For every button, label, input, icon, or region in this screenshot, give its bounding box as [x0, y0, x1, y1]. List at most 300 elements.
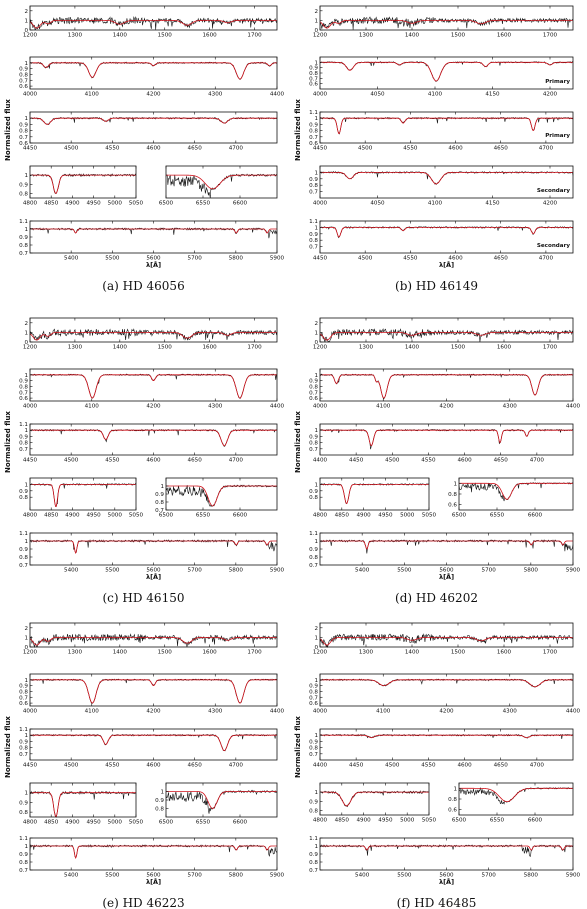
panel-frame — [30, 369, 277, 401]
x-tick-label: 4800 — [312, 817, 328, 824]
x-tick-label: 1700 — [542, 344, 558, 351]
x-tick-label: 1500 — [450, 344, 466, 351]
panel-frame — [320, 533, 573, 565]
x-tick-label: 5900 — [565, 567, 581, 574]
x-axis-label: λ[Å] — [145, 878, 162, 886]
y-tick-label: 0.8 — [155, 500, 164, 506]
x-tick-label: 4550 — [105, 457, 120, 464]
x-tick-label: 6500 — [158, 819, 174, 826]
y-tick-label: 0.6 — [309, 81, 318, 88]
figure-caption: (c) HD 46150 — [102, 591, 185, 605]
spectrum-panel — [309, 166, 573, 207]
y-tick-label: 0.8 — [19, 440, 28, 447]
y-tick-label: 1 — [314, 677, 318, 684]
y-axis-label: Normalized flux — [4, 716, 12, 778]
spectrum-panel — [19, 369, 284, 410]
chart-hd-46149 — [294, 6, 573, 293]
y-tick-label: 0.9 — [309, 176, 318, 183]
x-tick-label: 6500 — [451, 817, 467, 824]
y-tick-label: 0.9 — [19, 547, 28, 553]
x-tick-label: 4800 — [312, 512, 328, 519]
spectrum-panel — [19, 422, 277, 464]
y-tick-label: 1 — [314, 635, 318, 642]
panel-annotation: Secondary — [536, 243, 570, 249]
x-tick-label: 4300 — [502, 403, 517, 410]
y-tick-label: 1 — [24, 677, 28, 684]
y-tick-label: 0.8 — [309, 689, 318, 696]
x-tick-label: 5700 — [187, 567, 202, 574]
x-axis-label: λ[Å] — [145, 573, 162, 581]
spectrum-panel — [309, 531, 580, 574]
x-tick-label: 4700 — [529, 762, 544, 769]
y-tick-label: 0.6 — [19, 396, 28, 403]
y-tick-label: 2 — [24, 8, 28, 15]
y-tick-label: 0.7 — [309, 390, 318, 397]
x-tick-label: 4200 — [146, 403, 161, 410]
y-tick-label: 1.1 — [309, 531, 318, 537]
y-tick-label: 0.7 — [19, 695, 28, 702]
y-tick-label: 0.9 — [309, 378, 318, 385]
model-spectrum-line — [320, 62, 573, 81]
panel-frame — [320, 729, 573, 760]
x-tick-label: 4650 — [187, 457, 202, 464]
model-spectrum-line — [30, 680, 277, 703]
panel-frame — [30, 729, 277, 760]
x-tick-label: 4450 — [349, 457, 364, 464]
observed-spectrum-line — [30, 845, 277, 857]
y-tick-label: 1.1 — [309, 219, 318, 225]
y-tick-label: 0.7 — [19, 446, 28, 453]
y-tick-label: 0.8 — [309, 238, 318, 245]
y-tick-label: 0.9 — [19, 66, 28, 73]
panel-frame — [30, 57, 277, 89]
x-tick-label: 1600 — [202, 649, 217, 656]
spectrum-panel — [155, 478, 277, 519]
y-tick-label: 0.6 — [19, 141, 28, 147]
panel-annotation: Secondary — [536, 188, 570, 194]
spectrum-panel — [19, 112, 277, 152]
x-tick-label: 1200 — [22, 344, 38, 351]
y-tick-label: 1.1 — [309, 836, 318, 842]
y-tick-label: 0 — [314, 645, 318, 651]
y-tick-label: 0 — [314, 340, 318, 346]
x-tick-label: 1500 — [450, 32, 466, 39]
panel-frame — [459, 478, 573, 510]
y-tick-label: 1 — [453, 481, 457, 488]
panel-frame — [459, 783, 573, 815]
model-spectrum-line — [320, 735, 573, 737]
x-tick-label: 4800 — [22, 512, 38, 519]
figure-caption: (a) HD 46056 — [102, 279, 185, 293]
model-spectrum-line — [30, 793, 136, 817]
x-tick-label: 5400 — [355, 567, 370, 574]
panel-frame — [30, 318, 277, 342]
panel-frame — [320, 674, 573, 706]
y-tick-label: 1 — [24, 733, 28, 740]
panel-frame — [320, 166, 573, 198]
x-tick-label: 4100 — [376, 708, 391, 715]
y-tick-label: 1 — [314, 482, 318, 489]
x-tick-label: 1400 — [404, 32, 420, 39]
x-tick-label: 5050 — [128, 512, 144, 519]
y-tick-label: 0.8 — [19, 860, 28, 866]
x-tick-label: 1400 — [404, 649, 420, 656]
model-spectrum-line — [459, 483, 573, 499]
model-spectrum-line — [166, 792, 277, 809]
y-tick-label: 1 — [24, 635, 28, 642]
y-tick-label: 0.9 — [155, 798, 164, 804]
x-tick-label: 4600 — [457, 457, 472, 464]
x-tick-label: 5500 — [105, 567, 120, 574]
panel-frame — [30, 166, 136, 198]
y-tick-label: 0.9 — [309, 739, 318, 746]
figure-caption: (e) HD 46223 — [102, 896, 185, 909]
y-tick-label: 0 — [24, 28, 28, 34]
x-tick-label: 4550 — [403, 255, 418, 262]
x-tick-label: 4850 — [44, 200, 59, 207]
spectrum-panel — [19, 166, 143, 207]
y-tick-label: 1 — [314, 170, 318, 177]
x-tick-label: 1600 — [496, 32, 512, 39]
observed-spectrum-line — [320, 679, 573, 687]
spectrum-panel — [309, 836, 580, 879]
spectrum-panel — [23, 6, 277, 39]
x-tick-label: 1200 — [22, 649, 38, 656]
x-tick-label: 1300 — [358, 649, 374, 656]
model-spectrum-line — [320, 792, 429, 806]
panel-frame — [320, 6, 573, 30]
panel-frame — [166, 783, 277, 817]
x-tick-label: 4500 — [64, 457, 79, 464]
y-tick-label: 1.1 — [19, 219, 28, 225]
y-tick-label: 2 — [314, 625, 318, 632]
x-tick-label: 4550 — [105, 762, 120, 769]
spectrum-panel — [19, 531, 284, 574]
x-tick-label: 4400 — [312, 457, 328, 464]
x-tick-label: 4200 — [439, 708, 454, 715]
x-tick-label: 1200 — [312, 32, 328, 39]
spectrum-panel — [309, 369, 580, 410]
x-tick-label: 5050 — [128, 819, 144, 826]
observed-spectrum-line — [320, 845, 573, 856]
x-tick-label: 4000 — [22, 708, 38, 715]
model-spectrum-line — [166, 175, 277, 189]
y-tick-label: 0.8 — [448, 797, 457, 803]
x-tick-label: 6550 — [195, 819, 211, 826]
x-tick-label: 5000 — [107, 819, 122, 826]
y-tick-label: 1 — [24, 844, 28, 850]
y-tick-label: 0.9 — [309, 231, 318, 238]
x-tick-label: 6550 — [489, 817, 505, 824]
model-spectrum-line — [30, 375, 277, 398]
model-spectrum-line — [30, 430, 277, 445]
x-tick-label: 5800 — [228, 255, 243, 262]
y-tick-label: 0 — [24, 340, 28, 346]
spectrum-panel — [313, 623, 573, 656]
panel-frame — [30, 533, 277, 565]
y-tick-label: 0.8 — [309, 71, 318, 77]
spectrum-panel — [19, 478, 143, 519]
x-tick-label: 6600 — [232, 512, 248, 519]
x-tick-label: 4500 — [358, 145, 373, 152]
panel-frame — [320, 783, 429, 815]
x-tick-label: 5600 — [439, 567, 454, 574]
x-tick-label: 4100 — [84, 91, 99, 98]
y-tick-label: 0.8 — [19, 128, 28, 135]
x-tick-label: 5500 — [397, 872, 412, 879]
x-tick-label: 1400 — [112, 32, 127, 39]
y-tick-label: 0.9 — [309, 799, 318, 806]
x-tick-label: 5400 — [64, 255, 79, 262]
x-tick-label: 4400 — [269, 91, 285, 98]
x-tick-label: 1600 — [496, 649, 512, 656]
x-tick-label: 4950 — [86, 819, 101, 826]
x-tick-label: 5000 — [107, 200, 122, 207]
y-tick-label: 0.6 — [448, 502, 457, 509]
x-tick-label: 4150 — [485, 200, 500, 207]
observed-spectrum-line — [30, 228, 277, 238]
x-tick-label: 4400 — [312, 762, 328, 769]
x-tick-label: 6500 — [451, 512, 467, 519]
x-tick-label: 5700 — [187, 872, 202, 879]
x-tick-label: 5600 — [439, 872, 454, 879]
figure-caption: (b) HD 46149 — [395, 279, 478, 293]
y-tick-label: 0.9 — [19, 434, 28, 441]
model-spectrum-line — [30, 118, 277, 124]
x-tick-label: 5700 — [187, 255, 202, 262]
x-tick-label: 4700 — [228, 145, 243, 152]
x-tick-label: 4000 — [22, 403, 38, 410]
x-tick-label: 4000 — [312, 403, 328, 410]
x-tick-label: 5700 — [481, 567, 496, 574]
x-tick-label: 6550 — [195, 512, 211, 519]
panel-frame — [30, 783, 136, 817]
x-tick-label: 1500 — [157, 32, 172, 39]
x-tick-label: 5900 — [269, 567, 285, 574]
y-tick-label: 0.9 — [155, 492, 164, 498]
panel-frame — [320, 623, 573, 647]
y-tick-label: 0.6 — [309, 141, 318, 147]
y-tick-label: 0.9 — [309, 852, 318, 858]
y-tick-label: 0.8 — [309, 808, 318, 815]
x-tick-label: 6550 — [195, 200, 211, 207]
y-tick-label: 1 — [24, 173, 28, 180]
spectrum-panel — [19, 57, 284, 98]
y-tick-label: 0.7 — [309, 134, 318, 141]
x-tick-label: 4600 — [146, 457, 161, 464]
x-tick-label: 1200 — [312, 344, 328, 351]
y-tick-label: 0.6 — [309, 396, 318, 403]
x-tick-label: 1300 — [67, 32, 83, 39]
model-spectrum-line — [320, 227, 573, 237]
model-spectrum-line — [30, 175, 136, 193]
y-tick-label: 0.8 — [19, 689, 28, 696]
observed-spectrum-line — [30, 540, 277, 552]
x-tick-label: 5900 — [565, 872, 581, 879]
y-tick-label: 0.7 — [19, 563, 28, 569]
y-tick-label: 1 — [314, 116, 318, 123]
x-tick-label: 6600 — [232, 819, 248, 826]
x-tick-label: 4700 — [228, 457, 243, 464]
x-tick-label: 4400 — [269, 403, 285, 410]
observed-spectrum-line — [320, 484, 429, 504]
y-tick-label: 1 — [24, 227, 28, 233]
x-tick-label: 1700 — [247, 649, 262, 656]
x-tick-label: 5400 — [64, 872, 79, 879]
observed-spectrum-line — [320, 17, 573, 29]
x-tick-label: 5050 — [128, 200, 144, 207]
y-tick-label: 0.8 — [309, 128, 318, 135]
model-spectrum-line — [320, 637, 573, 645]
y-axis-label: Normalized flux — [4, 99, 12, 161]
chart-hd-46485 — [294, 623, 581, 909]
x-tick-label: 4150 — [485, 91, 500, 98]
y-tick-label: 2 — [24, 320, 28, 327]
x-tick-label: 5800 — [523, 872, 538, 879]
x-tick-label: 4850 — [44, 512, 59, 519]
y-tick-label: 0.9 — [19, 800, 28, 807]
panel-frame — [320, 369, 573, 401]
observed-spectrum-line — [30, 17, 277, 29]
y-axis-label: Normalized flux — [294, 99, 302, 161]
x-tick-label: 6500 — [158, 200, 174, 207]
x-tick-label: 4600 — [448, 255, 463, 262]
x-tick-label: 4450 — [312, 145, 328, 152]
x-tick-label: 4850 — [44, 819, 59, 826]
spectrum-panel — [313, 318, 573, 351]
x-axis-label: λ[Å] — [438, 573, 455, 581]
x-tick-label: 5500 — [397, 567, 412, 574]
y-axis-label: Normalized flux — [4, 411, 12, 473]
x-tick-label: 4900 — [65, 200, 80, 207]
y-tick-label: 1 — [24, 372, 28, 379]
spectrum-panel — [23, 318, 277, 351]
x-tick-label: 4550 — [421, 457, 436, 464]
x-tick-label: 1300 — [358, 32, 374, 39]
x-tick-label: 1500 — [157, 344, 172, 351]
y-tick-label: 0.7 — [19, 78, 28, 85]
y-tick-label: 1 — [24, 790, 28, 797]
x-tick-label: 4450 — [22, 457, 38, 464]
x-tick-label: 4950 — [378, 817, 393, 824]
panel-frame — [320, 318, 573, 342]
y-tick-label: 0.8 — [448, 492, 457, 498]
x-tick-label: 5600 — [146, 567, 161, 574]
spectrum-panel — [448, 783, 573, 824]
y-tick-label: 0.9 — [19, 739, 28, 746]
observed-spectrum-line — [30, 374, 277, 398]
x-tick-label: 4450 — [22, 762, 38, 769]
x-tick-label: 4850 — [334, 817, 349, 824]
x-tick-label: 4500 — [385, 457, 400, 464]
y-tick-label: 0.9 — [309, 488, 318, 495]
y-tick-label: 0.9 — [309, 683, 318, 690]
y-tick-label: 0.8 — [19, 384, 28, 391]
y-tick-label: 0.9 — [309, 434, 318, 441]
x-tick-label: 4650 — [187, 145, 202, 152]
x-tick-label: 5400 — [355, 872, 370, 879]
x-tick-label: 4650 — [493, 255, 508, 262]
x-tick-label: 5500 — [105, 872, 120, 879]
x-tick-label: 4600 — [146, 762, 161, 769]
y-tick-label: 0.7 — [19, 868, 28, 874]
observed-spectrum-line — [320, 329, 573, 342]
x-tick-label: 6600 — [527, 817, 543, 824]
spectrum-panel — [23, 623, 277, 656]
y-tick-label: 1 — [314, 733, 318, 740]
y-tick-label: 0.7 — [309, 868, 318, 874]
x-tick-label: 4900 — [356, 817, 371, 824]
x-tick-label: 4550 — [403, 145, 418, 152]
x-tick-label: 6600 — [232, 200, 248, 207]
x-tick-label: 4200 — [439, 403, 454, 410]
y-tick-label: 0.9 — [19, 122, 28, 129]
x-tick-label: 4900 — [65, 819, 80, 826]
x-tick-label: 1300 — [67, 649, 83, 656]
x-tick-label: 4550 — [105, 145, 120, 152]
y-tick-label: 1 — [24, 482, 28, 489]
x-tick-label: 4300 — [502, 708, 517, 715]
panel-annotation: Primary — [545, 79, 570, 85]
x-tick-label: 5000 — [400, 817, 415, 824]
y-axis-label: Normalized flux — [294, 411, 302, 473]
x-tick-label: 4450 — [22, 145, 38, 152]
x-tick-label: 4700 — [529, 457, 544, 464]
spectrum-panel — [309, 783, 436, 824]
panel-frame — [320, 838, 573, 870]
x-tick-label: 4800 — [22, 819, 38, 826]
x-tick-label: 1300 — [358, 344, 374, 351]
model-spectrum-line — [30, 484, 136, 506]
y-tick-label: 2 — [314, 320, 318, 327]
observed-spectrum-line — [30, 329, 277, 340]
x-tick-label: 1600 — [202, 32, 217, 39]
y-tick-label: 0.8 — [19, 243, 28, 249]
y-tick-label: 0.9 — [19, 235, 28, 241]
spectrum-panel — [309, 674, 580, 715]
x-tick-label: 4200 — [146, 91, 161, 98]
x-tick-label: 4200 — [146, 708, 161, 715]
spectrum-panel — [19, 836, 284, 879]
x-tick-label: 1500 — [157, 649, 172, 656]
x-tick-label: 4600 — [448, 145, 463, 152]
y-tick-label: 0.7 — [19, 134, 28, 141]
y-tick-label: 0.9 — [309, 65, 318, 72]
y-tick-label: 0 — [314, 28, 318, 34]
spectrum-panel — [19, 783, 143, 826]
model-spectrum-line — [320, 541, 573, 549]
panel-annotation: Primary — [545, 133, 570, 139]
panel-frame — [320, 424, 573, 455]
y-tick-label: 0.9 — [309, 547, 318, 553]
observed-spectrum-line — [166, 174, 277, 198]
x-tick-label: 4700 — [538, 255, 554, 262]
spectrum-panel — [309, 424, 573, 464]
y-tick-label: 1.1 — [19, 422, 28, 428]
x-tick-label: 5600 — [146, 255, 161, 262]
figure-caption: (f) HD 46485 — [396, 896, 477, 909]
x-tick-label: 4000 — [22, 91, 38, 98]
x-tick-label: 4400 — [269, 708, 285, 715]
x-tick-label: 5900 — [269, 872, 285, 879]
observed-spectrum-line — [320, 540, 573, 553]
y-tick-label: 0.8 — [309, 384, 318, 391]
y-tick-label: 0.7 — [155, 508, 164, 514]
y-tick-label: 0.9 — [19, 683, 28, 690]
y-tick-label: 1.1 — [19, 727, 28, 733]
y-tick-label: 0.6 — [309, 701, 318, 708]
model-spectrum-line — [320, 430, 573, 445]
